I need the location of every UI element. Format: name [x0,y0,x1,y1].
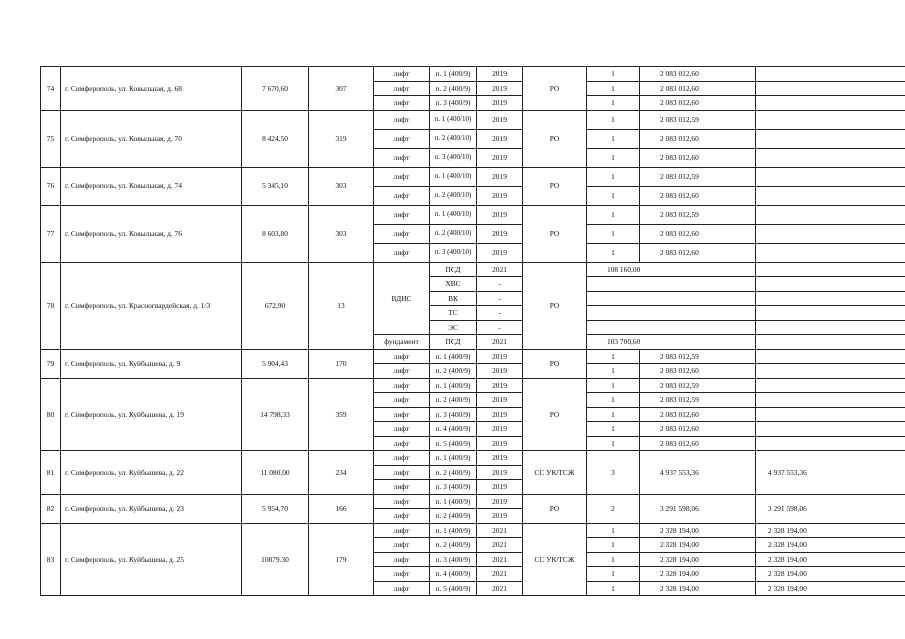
system-cell: ПСД [430,262,477,277]
work-type: лифт [374,243,430,262]
year-cell: - [477,306,523,321]
work-type: лифт [374,407,430,422]
residents-count: 307 [309,67,374,111]
entrance-cell: п. 1 (400/10) [430,167,477,186]
year-cell: 2019 [477,436,523,451]
entrance-cell: п. 2 (400/10) [430,186,477,205]
capital-repair-table [40,66,905,596]
cost-cell: 2 328 194,00 [640,567,756,582]
entrance-cell: п. 2 (400/10) [430,129,477,148]
cost-cell [587,277,756,292]
fund-cell [756,335,905,350]
table-row [41,349,905,364]
quantity-cell: 1 [587,552,640,567]
cost-cell: 2 083 012,59 [640,110,756,129]
system-cell: ПСД [430,335,477,350]
fund-cell [756,349,905,364]
house-address: г. Симферополь, ул. Ковыльная, д. 76 [61,205,242,262]
cost-cell: 2 083 012,59 [640,205,756,224]
cost-cell: 2 083 012,60 [640,224,756,243]
year-cell: 2019 [477,349,523,364]
table-row [41,451,905,466]
quantity-cell: 1 [587,538,640,553]
entrance-cell: п. 3 (400/10) [430,243,477,262]
year-cell: 2019 [477,243,523,262]
year-cell: 2021 [477,335,523,350]
house-area: 11 080,00 [242,451,309,495]
year-cell: 2019 [477,378,523,393]
work-type: лифт [374,422,430,437]
row-number: 75 [41,110,61,167]
entrance-cell: п. 3 (400/10) [430,148,477,167]
work-type: лифт [374,129,430,148]
year-cell: 2021 [477,567,523,582]
funding-program: СС УК/ТСЖ [523,523,587,596]
work-type: лифт [374,81,430,96]
cost-cell [587,320,756,335]
residents-count: 179 [309,523,374,596]
funding-program: РО [523,110,587,167]
year-cell: 2021 [477,552,523,567]
entrance-cell: п. 1 (400/9) [430,349,477,364]
cost-cell [587,306,756,321]
fund-cell [756,306,905,321]
entrance-cell: п. 1 (400/9) [430,494,477,509]
entrance-cell: п. 4 (400/9) [430,422,477,437]
year-cell: - [477,320,523,335]
work-type: лифт [374,581,430,596]
quantity-cell: 1 [587,364,640,379]
fund-cell [756,262,905,277]
quantity-cell: 1 [587,243,640,262]
quantity-cell: 1 [587,186,640,205]
house-area: 14 798,33 [242,378,309,451]
work-type: лифт [374,538,430,553]
entrance-cell: п. 2 (400/9) [430,465,477,480]
entrance-cell: п. 1 (400/9) [430,378,477,393]
fund-cell [756,407,905,422]
quantity-cell: 1 [587,110,640,129]
year-cell: 2019 [477,407,523,422]
work-type: ВДИС [374,262,430,335]
fund-cell [756,81,905,96]
entrance-cell: п. 1 (400/10) [430,110,477,129]
entrance-cell: п. 2 (400/9) [430,364,477,379]
cost-cell: 2 083 012,59 [640,393,756,408]
fund-cell [756,378,905,393]
year-cell: 2019 [477,129,523,148]
house-area: 672,90 [242,262,309,349]
year-cell: 2021 [477,581,523,596]
work-type: лифт [374,451,430,466]
work-type: лифт [374,110,430,129]
funding-program: РО [523,494,587,523]
quantity-cell: 1 [587,167,640,186]
system-cell: ХВС [430,277,477,292]
cost-cell: 2 328 194,00 [640,538,756,553]
quantity-cell: 1 [587,393,640,408]
fund-cell [756,110,905,129]
entrance-cell: п. 2 (400/9) [430,509,477,524]
table-row [41,378,905,393]
fund-cell: 2 328 194,00 [756,523,905,538]
quantity-cell: 1 [587,349,640,364]
entrance-cell: п. 2 (400/9) [430,538,477,553]
residents-count: 170 [309,349,374,378]
funding-program: РО [523,67,587,111]
year-cell: 2019 [477,81,523,96]
year-cell: 2021 [477,538,523,553]
work-type: лифт [374,465,430,480]
fund-cell [756,436,905,451]
cost-cell: 2 083 012,59 [640,349,756,364]
entrance-cell: п. 3 (400/9) [430,407,477,422]
table-row [41,523,905,538]
entrance-cell: п. 1 (400/9) [430,523,477,538]
year-cell: 2019 [477,205,523,224]
table-row [41,110,905,129]
entrance-cell: п. 3 (400/9) [430,96,477,111]
table-row [41,205,905,224]
fund-cell: 2 328 194,00 [756,567,905,582]
fund-cell [756,167,905,186]
quantity-cell: 1 [587,205,640,224]
row-number: 82 [41,494,61,523]
cost-cell: 2 083 012,60 [640,67,756,82]
year-cell: 2019 [477,422,523,437]
cost-cell: 2 328 194,00 [640,552,756,567]
work-type: фундамент [374,335,430,350]
residents-count: 13 [309,262,374,349]
table-row [41,167,905,186]
fund-cell [756,364,905,379]
quantity-cell: 3 [587,451,640,495]
cost-cell: 2 083 012,60 [640,129,756,148]
fund-cell [756,205,905,224]
residents-count: 303 [309,205,374,262]
row-number: 74 [41,67,61,111]
table-row [41,262,905,277]
work-type: лифт [374,148,430,167]
year-cell: 2019 [477,167,523,186]
entrance-cell: п. 3 (400/9) [430,480,477,495]
house-address: г. Симферополь, ул. Куйбышева, д. 22 [61,451,242,495]
work-type: лифт [374,393,430,408]
year-cell: 2019 [477,148,523,167]
entrance-cell: п. 1 (400/9) [430,67,477,82]
table-body [41,67,905,596]
cost-cell: 2 083 012,60 [640,243,756,262]
cost-cell: 2 083 012,60 [640,96,756,111]
work-type: лифт [374,480,430,495]
year-cell: 2019 [477,364,523,379]
cost-cell: 2 083 012,60 [640,148,756,167]
funding-program: РО [523,349,587,378]
quantity-cell: 1 [587,67,640,82]
row-number: 76 [41,167,61,205]
entrance-cell: п. 3 (400/9) [430,552,477,567]
row-number: 83 [41,523,61,596]
house-address: г. Симферополь, ул. Куйбышева, д. 9 [61,349,242,378]
work-type: лифт [374,436,430,451]
entrance-cell: п. 4 (400/9) [430,567,477,582]
year-cell: 2021 [477,523,523,538]
funding-program: РО [523,205,587,262]
house-address: г. Симферополь, ул. Ковыльная, д. 68 [61,67,242,111]
fund-cell [756,96,905,111]
residents-count: 166 [309,494,374,523]
cost-cell: 4 937 553,36 [640,451,756,495]
fund-cell [756,224,905,243]
cost-cell: 2 083 012,60 [640,364,756,379]
quantity-cell: 1 [587,96,640,111]
cost-cell: 2 083 012,60 [640,81,756,96]
work-type: лифт [374,552,430,567]
year-cell: - [477,291,523,306]
year-cell: 2019 [477,393,523,408]
work-type: лифт [374,205,430,224]
row-number: 79 [41,349,61,378]
system-cell: ЭС [430,320,477,335]
entrance-cell: п. 5 (400/9) [430,581,477,596]
fund-cell: 2 328 194,00 [756,581,905,596]
fund-cell [756,129,905,148]
house-area: 5 345,10 [242,167,309,205]
house-area: 10879.30 [242,523,309,596]
cost-cell: 2 083 012,60 [640,436,756,451]
quantity-cell: 1 [587,422,640,437]
year-cell: 2019 [477,186,523,205]
quantity-cell: 1 [587,148,640,167]
quantity-cell: 1 [587,81,640,96]
system-cell: ТС [430,306,477,321]
cost-cell [587,291,756,306]
house-address: г. Симферополь, ул. Ковыльная, д. 74 [61,167,242,205]
cost-cell: 108 160,00 [587,262,756,277]
table-row [41,494,905,509]
house-area: 8 424,50 [242,110,309,167]
cost-cell: 2 083 012,60 [640,407,756,422]
entrance-cell: п. 2 (400/9) [430,393,477,408]
funding-program: РО [523,378,587,451]
cost-cell: 2 083 012,60 [640,422,756,437]
system-cell: ВК [430,291,477,306]
house-area: 5 954,70 [242,494,309,523]
quantity-cell: 1 [587,567,640,582]
house-address: г. Симферополь, ул. Куйбышева, д. 23 [61,494,242,523]
house-area: 5 904,43 [242,349,309,378]
work-type: лифт [374,186,430,205]
work-type: лифт [374,67,430,82]
house-address: г. Симферополь, ул. Куйбышева, д. 25 [61,523,242,596]
year-cell: 2019 [477,67,523,82]
year-cell: 2019 [477,494,523,509]
entrance-cell: п. 1 (400/10) [430,205,477,224]
fund-cell [756,277,905,292]
year-cell: 2019 [477,509,523,524]
row-number: 77 [41,205,61,262]
quantity-cell: 1 [587,378,640,393]
entrance-cell: п. 2 (400/9) [430,81,477,96]
year-cell: 2019 [477,465,523,480]
fund-cell: 2 328 194,00 [756,552,905,567]
residents-count: 234 [309,451,374,495]
work-type: лифт [374,349,430,364]
quantity-cell: 1 [587,581,640,596]
fund-cell [756,320,905,335]
funding-program: СС УК/ТСЖ [523,451,587,495]
cost-cell: 2 083 012,60 [640,186,756,205]
fund-cell [756,148,905,167]
work-type: лифт [374,224,430,243]
table-row [41,67,905,82]
quantity-cell: 2 [587,494,640,523]
cost-cell: 2 328 194,00 [640,581,756,596]
year-cell: 2021 [477,262,523,277]
entrance-cell: п. 5 (400/9) [430,436,477,451]
house-address: г. Симферополь, ул. Куйбышева, д. 19 [61,378,242,451]
house-address: г. Симферополь, ул. Красногвардейская, д. 1/3 [61,262,242,349]
row-number: 80 [41,378,61,451]
cost-cell: 103 700,60 [587,335,756,350]
quantity-cell: 1 [587,436,640,451]
quantity-cell: 1 [587,523,640,538]
fund-cell [756,67,905,82]
fund-cell [756,291,905,306]
quantity-cell: 1 [587,407,640,422]
work-type: лифт [374,378,430,393]
cost-cell: 2 083 012,59 [640,167,756,186]
house-address: г. Симферополь, ул. Ковыльная, д. 70 [61,110,242,167]
year-cell: 2019 [477,451,523,466]
funding-program: РО [523,167,587,205]
cost-cell: 3 291 598,06 [640,494,756,523]
quantity-cell: 1 [587,129,640,148]
fund-cell: 4 937 553,36 [756,451,905,495]
residents-count: 319 [309,110,374,167]
cost-cell: 2 083 012,59 [640,378,756,393]
fund-cell: 2 328 194,00 [756,538,905,553]
quantity-cell: 1 [587,224,640,243]
house-area: 8 603,80 [242,205,309,262]
row-number: 78 [41,262,61,349]
residents-count: 303 [309,167,374,205]
fund-cell [756,186,905,205]
work-type: лифт [374,167,430,186]
year-cell: 2019 [477,96,523,111]
year-cell: 2019 [477,224,523,243]
year-cell: 2019 [477,110,523,129]
work-type: лифт [374,509,430,524]
fund-cell: 3 291 598,06 [756,494,905,523]
fund-cell [756,243,905,262]
work-type: лифт [374,494,430,509]
house-area: 7 670,60 [242,67,309,111]
cost-cell: 2 328 194,00 [640,523,756,538]
entrance-cell: п. 2 (400/10) [430,224,477,243]
row-number: 81 [41,451,61,495]
work-type: лифт [374,96,430,111]
entrance-cell: п. 1 (400/9) [430,451,477,466]
year-cell: - [477,277,523,292]
work-type: лифт [374,567,430,582]
funding-program: РО [523,262,587,349]
work-type: лифт [374,364,430,379]
residents-count: 359 [309,378,374,451]
fund-cell [756,393,905,408]
fund-cell [756,422,905,437]
year-cell: 2019 [477,480,523,495]
work-type: лифт [374,523,430,538]
